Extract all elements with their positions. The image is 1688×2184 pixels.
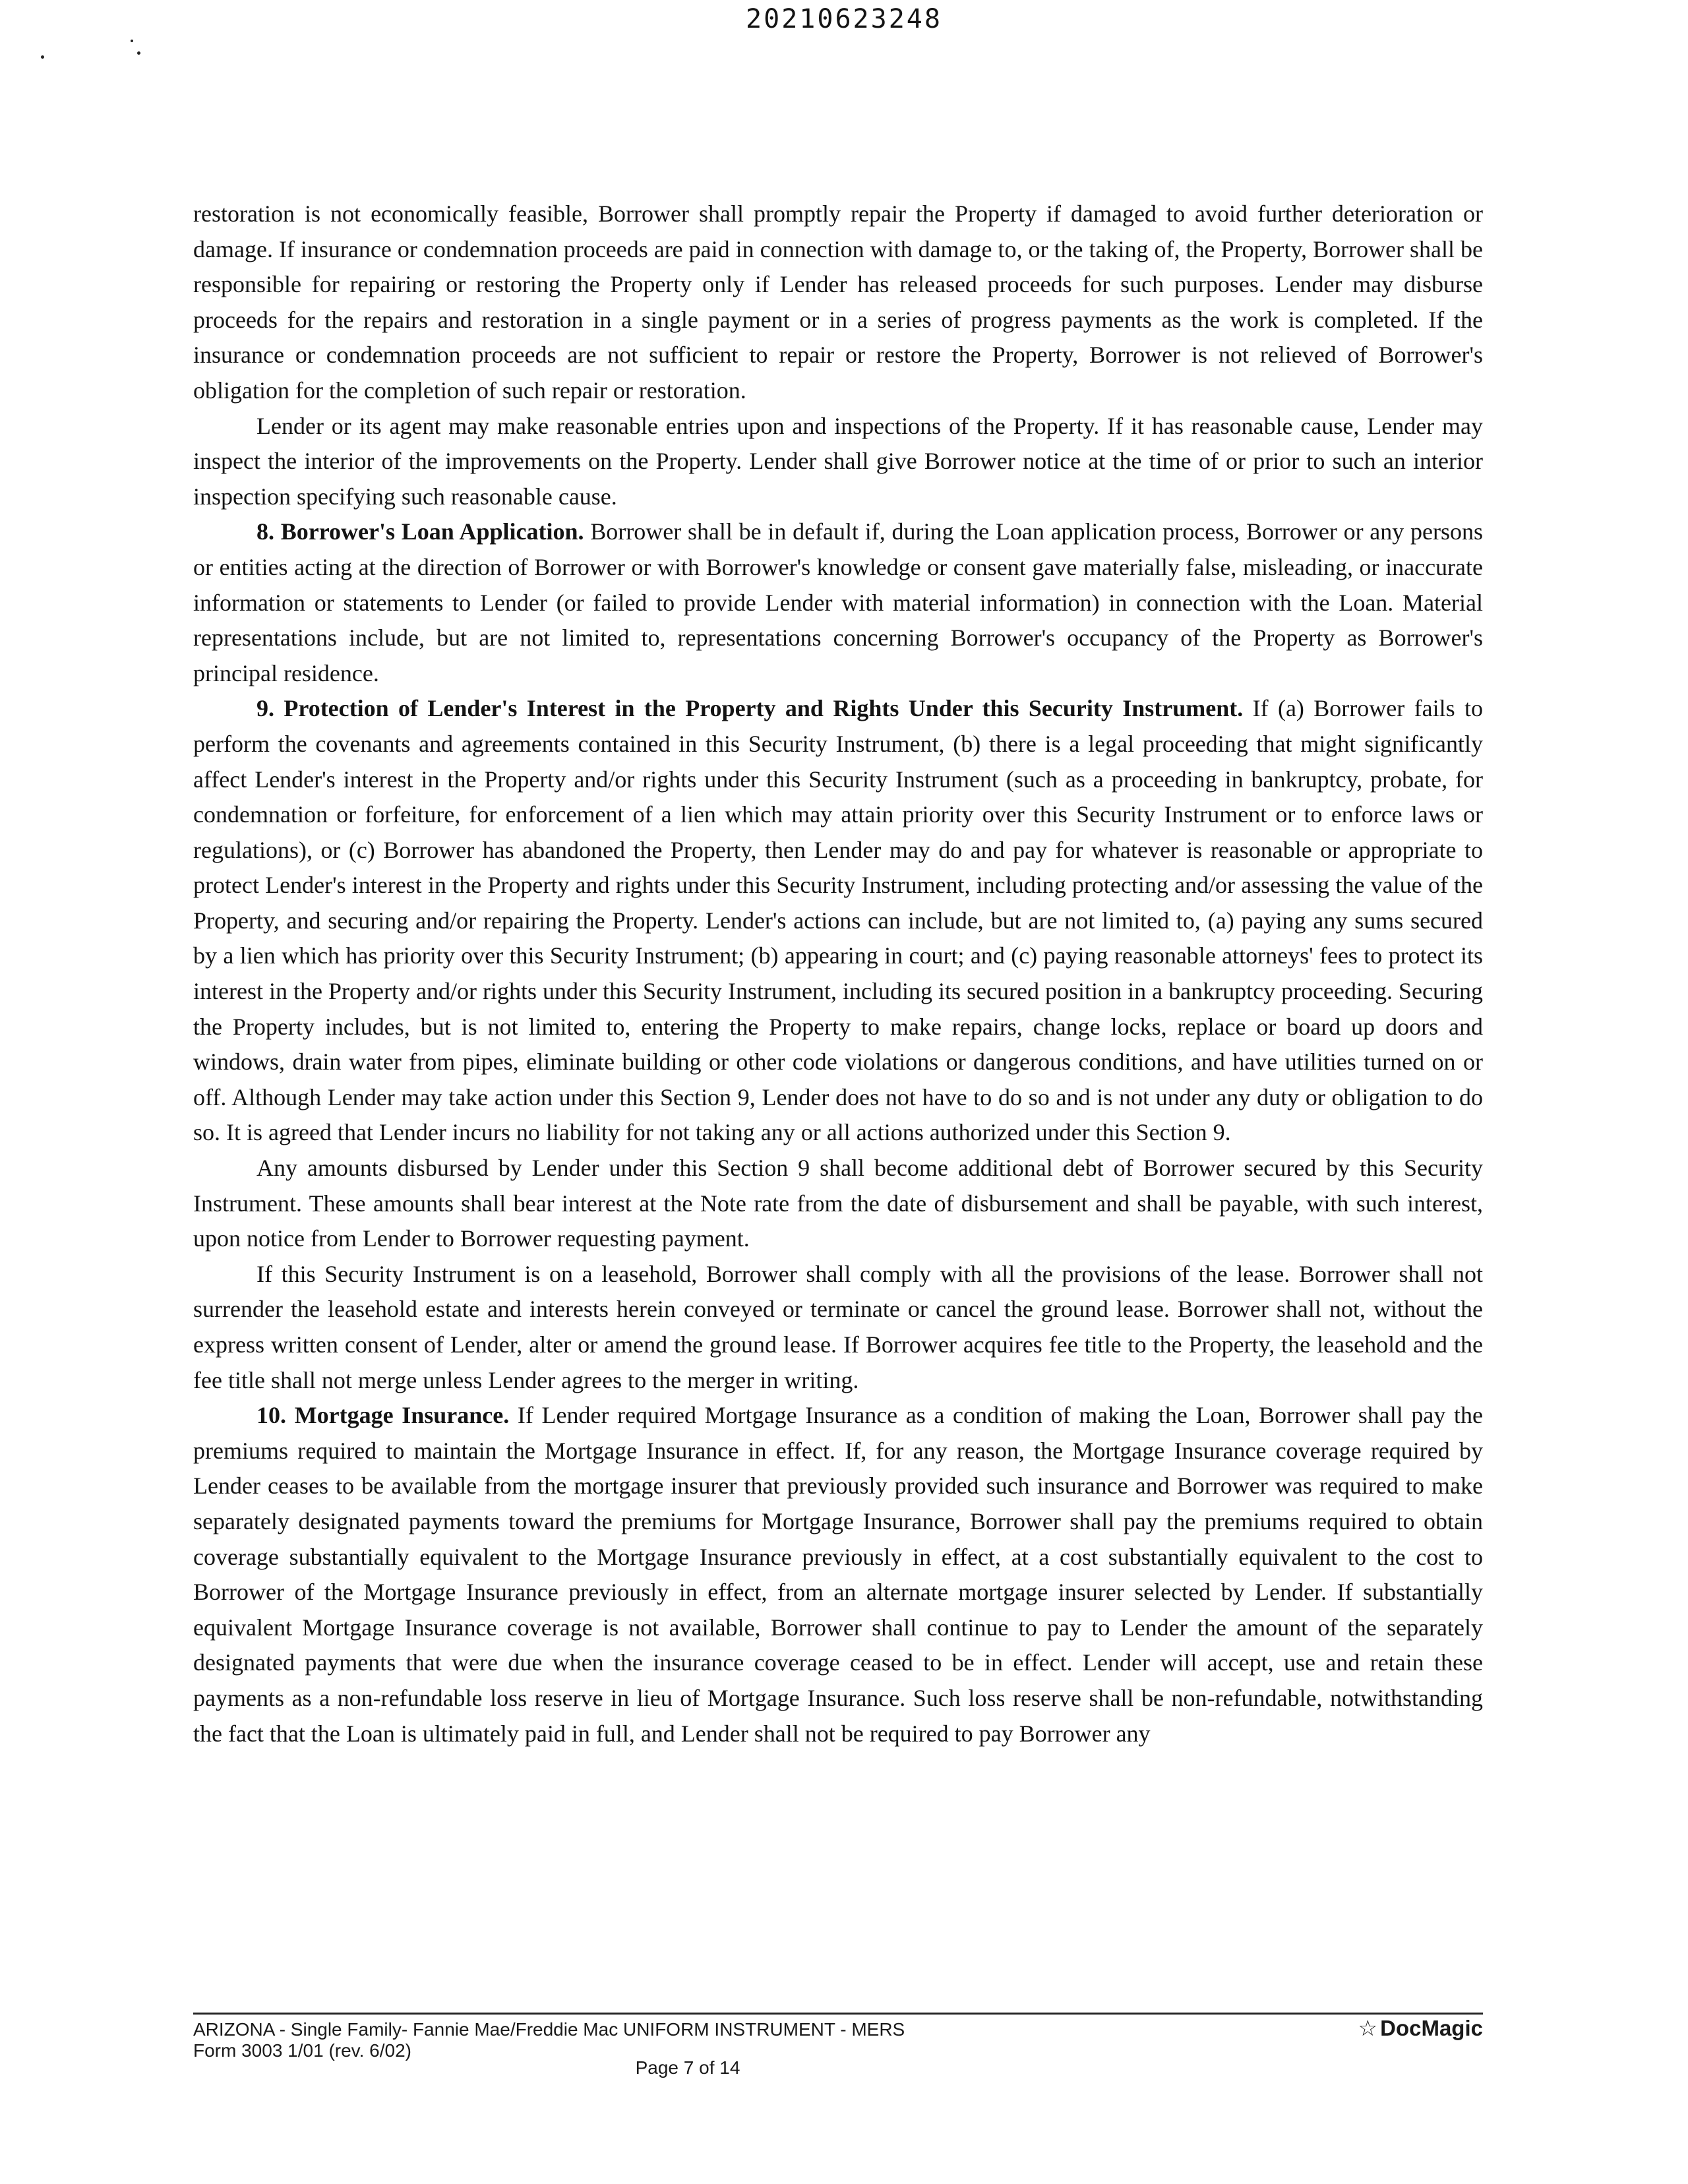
paragraph-restoration: restoration is not economically feasible, Borrower shall promptly repair the Property if damaged to avoid further deterioration or damage. If insurance or condemnation proceeds are paid in connection with damage to, or the taking of, the Property, Borrower shall be responsible for repairing or restoring the Property only if Lender has released proceeds for such purposes. Lender may disburse proceeds for the repairs and restoration in a single payment or in a series of progress payments as the work is completed. If the insurance or condemnation proceeds are not sufficient to repair or restore the Property, Borrower is not relieved of Borrower's obligation for the completion of such repair or restoration. (193, 200, 1484, 404)
document-body (193, 197, 1483, 1751)
form-identifier (193, 2019, 905, 2061)
star-icon: ☆ (1358, 2016, 1378, 2040)
section-9 (193, 691, 1483, 1151)
page-number: Page 7 of 14 (635, 2057, 740, 2078)
scan-speck (131, 40, 133, 42)
paragraph-leasehold: If this Security Instrument is on a leasehold, Borrower shall comply with all the provisions of the lease. Borrower shall not surrender the leasehold estate and interests herein conveyed or terminate or cancel the ground lease. Borrower shall not, without the express written consent of Lender, alter or amend the ground lease. If Borrower acquires fee title to the Property, the leasehold and the fee title shall not merge unless Lender agrees to the merger in writing. (193, 1260, 1483, 1393)
section-8-text: Borrower shall be in default if, during the Loan application process, Borrower or any persons or entities acting at the direction of Borrower or with Borrower's knowledge or consent gave materially false, misleading, or inaccurate information or statements to Lender (or failed to provide Lender with material information) in connection with the Loan. Material representations include, but are not limited to, representations concerning Borrower's occupancy of the Property as Borrower's principal residence. (193, 518, 1483, 686)
paragraph-inspection: Lender or its agent may make reasonable entries upon and inspections of the Property. If it has reasonable cause, Lender may inspect the interior of the improvements on the Property. Lender shall give Borrower notice at the time of or prior to such an interior inspection specifying such reasonable cause. (193, 412, 1483, 510)
section-10-heading: 10. Mortgage Insurance. (256, 1402, 510, 1429)
section-8-heading: 8. Borrower's Loan Application. (256, 518, 584, 545)
paragraph-amounts-disbursed: Any amounts disbursed by Lender under this Section 9 shall become additional debt of Borrower secured by this Security Instrument. These amounts shall bear interest at the Note rate from the date of disbursement and shall be payable, with such interest, upon notice from Lender to Borrower requesting payment. (193, 1155, 1483, 1252)
section-10-text: If Lender required Mortgage Insurance as a condition of making the Loan, Borrower shall pay the premiums required to maintain the Mortgage Insurance in effect. If, for any reason, the Mortgage Insurance coverage required by Lender ceases to be available from the mortgage insurer that previously provided such insurance and Borrower was required to make separately designated payments toward the premiums for Mortgage Insurance, Borrower shall pay the premiums required to obtain coverage substantially equivalent to the Mortgage Insurance previously in effect, at a cost substantially equivalent to the cost to Borrower of the Mortgage Insurance previously in effect, from an alternate mortgage insurer selected by Lender. If substantially equivalent Mortgage Insurance coverage is not available, Borrower shall continue to pay to Lender the amount of the separately designated payments that were due when the insurance coverage ceased to be in effect. Lender will accept, use and retain these payments as a non-refundable loss reserve in lieu of Mortgage Insurance. Such loss reserve shall be non-refundable, notwithstanding the fact that the Loan is ultimately paid in full, and Lender shall not be required to pay Borrower any (193, 1402, 1483, 1747)
scan-speck (41, 55, 44, 59)
docmagic-logo-text: DocMagic (1380, 2016, 1483, 2040)
section-9-heading: 9. Protection of Lender's Interest in the Property and Rights Under this Security Instrument. (256, 695, 1244, 722)
footer-divider (193, 2013, 1483, 2015)
recording-number: 20210623248 (746, 4, 942, 34)
docmagic-logo (1358, 2018, 1483, 2039)
section-9-text: If (a) Borrower fails to perform the covenants and agreements contained in this Security Instrument, (b) there is a legal proceeding that might significantly affect Lender's interest in the Property and/or rights under this Security Instrument (such as a proceeding in bankruptcy, probate, for condemnation or forfeiture, for enforcement of a lien which may attain priority over this Security Instrument or to enforce laws or regulations), or (c) Borrower has abandoned the Property, then Lender may do and pay for whatever is reasonable or appropriate to protect Lender's interest in the Property and rights under this Security Instrument, including protecting and/or assessing the value of the Property, and securing and/or repairing the Property. Lender's actions can include, but are not limited to, (a) paying any sums secured by a lien which has priority over this Security Instrument; (b) appearing in court; and (c) paying reasonable attorneys' fees to protect its interest in the Property and/or rights under this Security Instrument, including its secured position in a bankruptcy proceeding. Securing the Property includes, but is not limited to, entering the Property to make repairs, change locks, replace or board up doors and windows, drain water from pipes, eliminate building or other code violations or dangerous conditions, and have utilities turned on or off. Although Lender may take action under this Section 9, Lender does not have to do so and is not under any duty or obligation to do so. It is agreed that Lender incurs no liability for not taking any or all actions authorized under this Section 9. (193, 695, 1483, 1146)
section-8 (193, 514, 1483, 691)
section-10 (193, 1398, 1483, 1751)
form-number: Form 3003 1/01 (rev. 6/02) (193, 2040, 411, 2061)
scan-speck (137, 51, 140, 55)
form-title: ARIZONA - Single Family- Fannie Mae/Freddie Mac UNIFORM INSTRUMENT - MERS (193, 2019, 905, 2040)
